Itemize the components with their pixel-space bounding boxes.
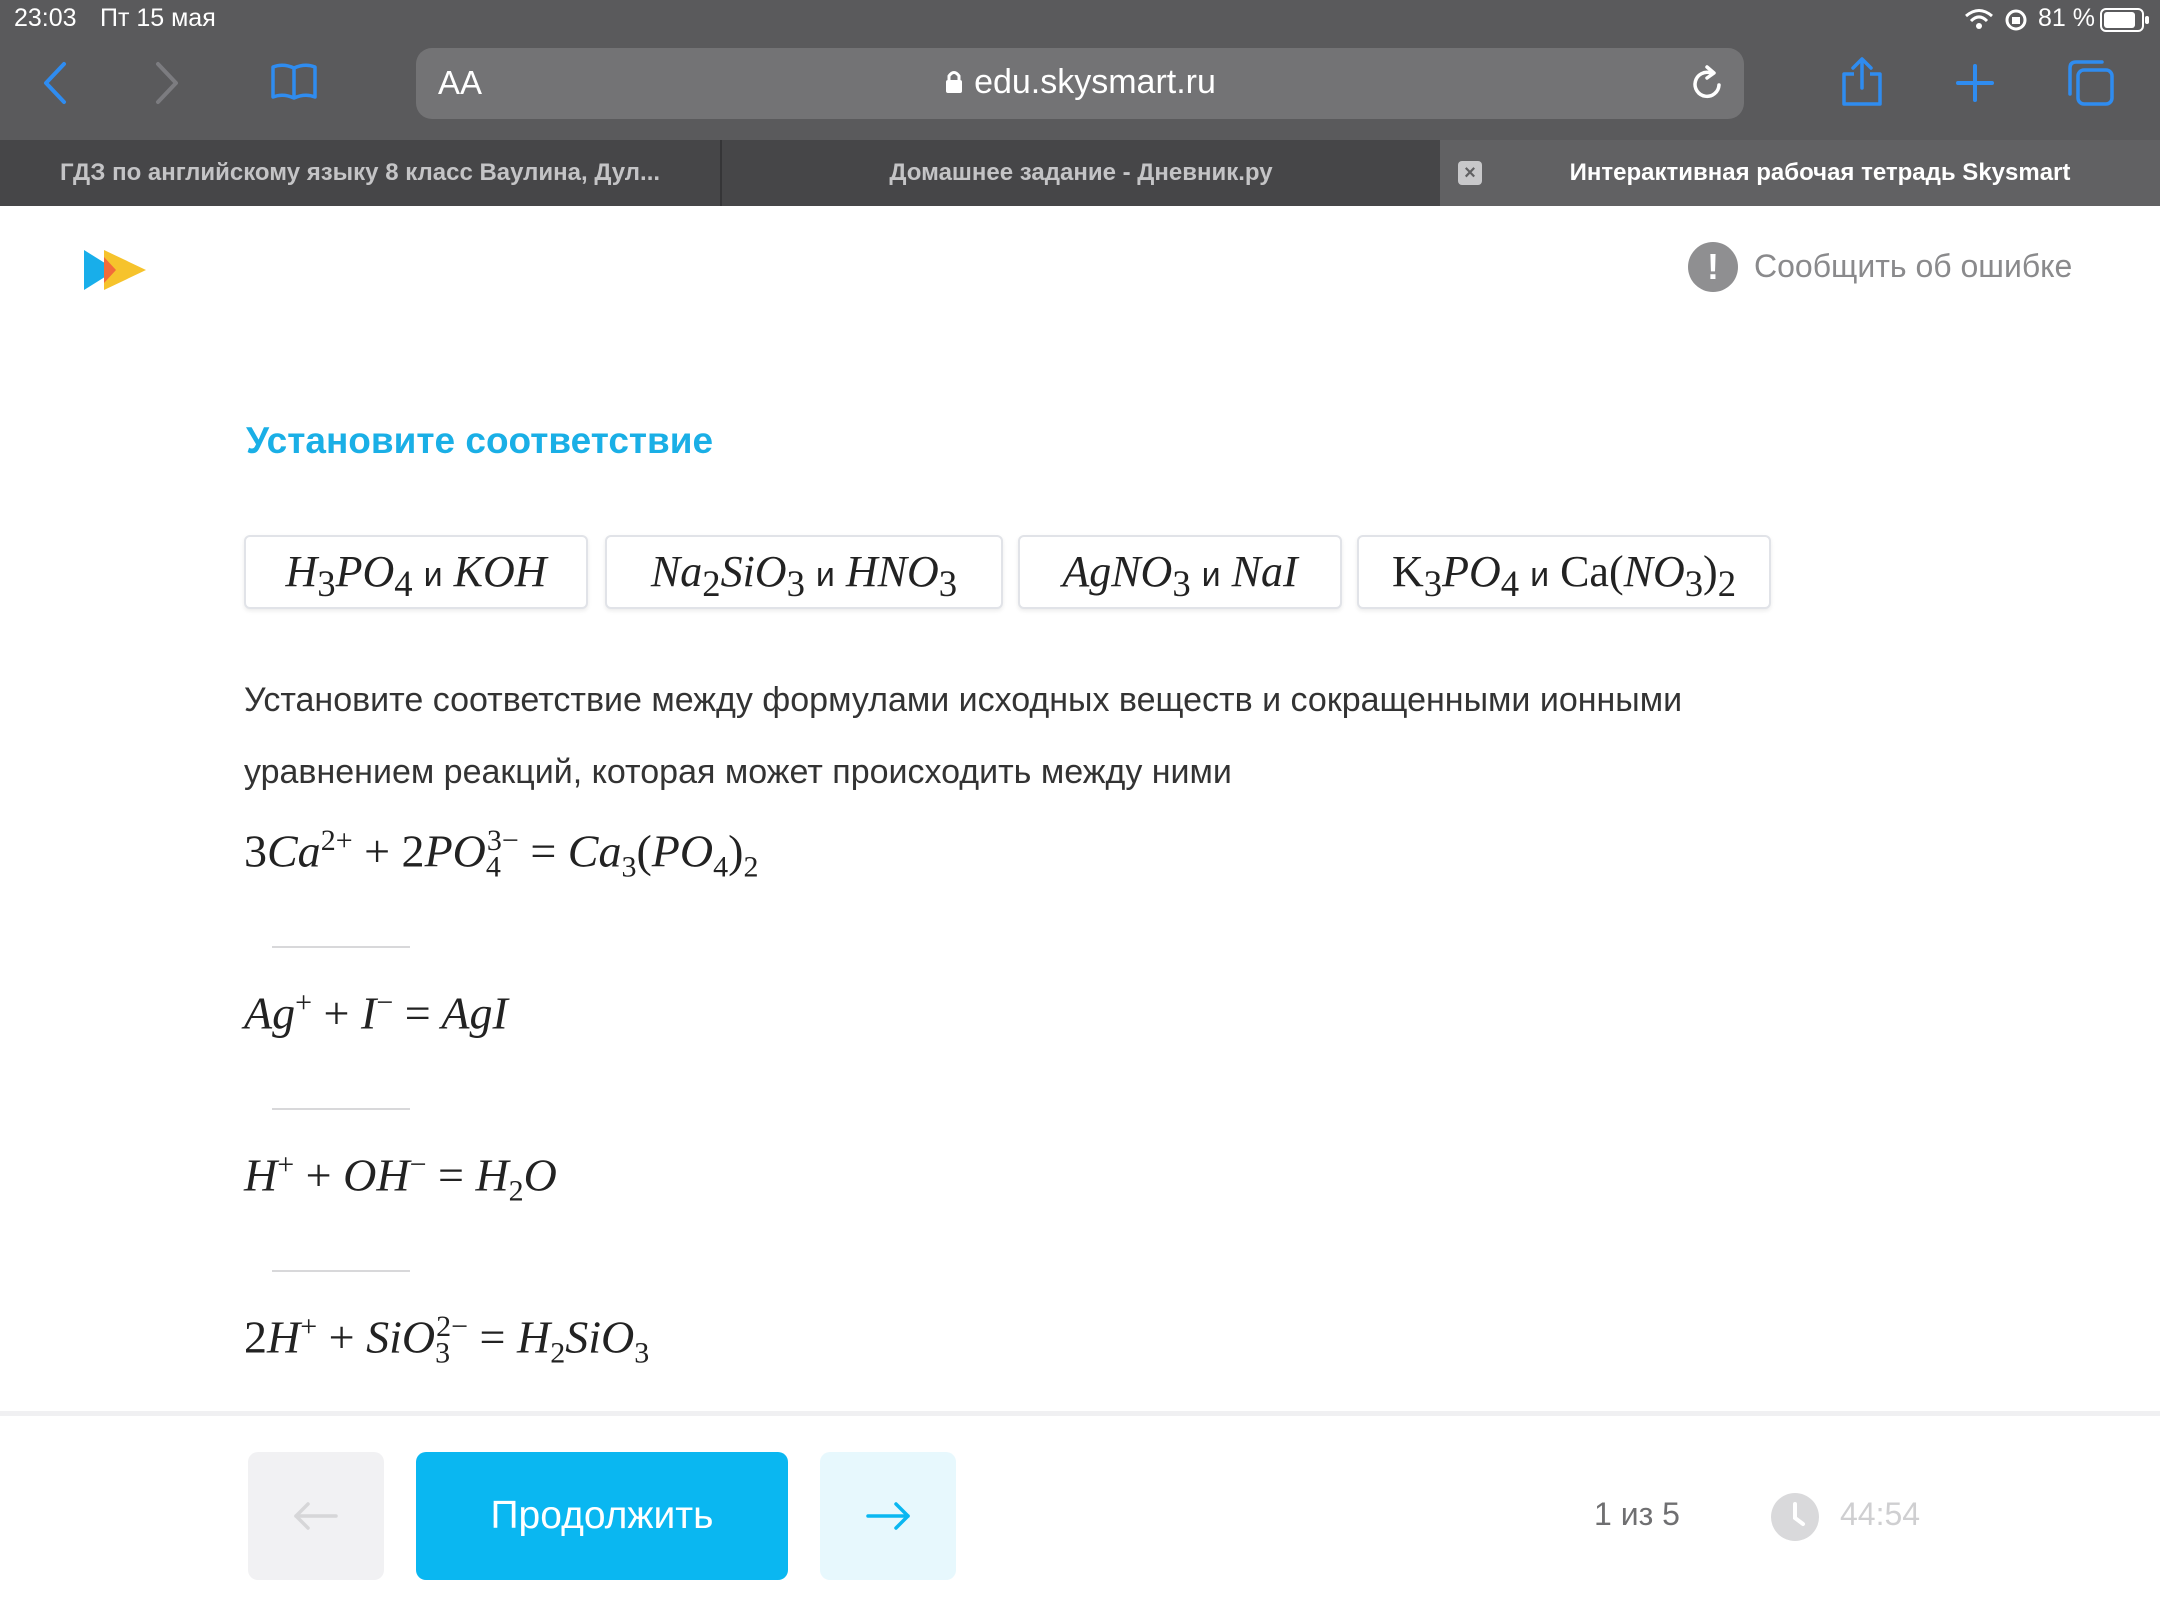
- arrow-right-icon: [864, 1500, 912, 1532]
- answer-chip-na2sio3-hno3[interactable]: $Na_2SiO_3$ и $HNO_3$: [605, 535, 1003, 609]
- battery-icon: [2100, 8, 2150, 32]
- timer: 44:54: [1840, 1496, 1921, 1532]
- task-progress: 1 из 5: [1594, 1496, 1680, 1532]
- url-text: edu.skysmart.ru: [974, 63, 1216, 101]
- tabs-overview-icon[interactable]: [2066, 58, 2116, 108]
- clock-icon: [1770, 1492, 1820, 1542]
- task-title: Установите соответствие: [246, 420, 714, 461]
- status-date: Пт 15 мая: [100, 4, 216, 32]
- reload-icon[interactable]: [1690, 64, 1726, 102]
- answer-drop-zone[interactable]: [272, 1270, 410, 1272]
- url-display[interactable]: [416, 63, 1744, 102]
- chip-conjunction: и: [1530, 556, 1550, 594]
- equation-silver-iodide: Ag+ + I− = AgI: [244, 986, 508, 1039]
- new-tab-icon[interactable]: [1956, 64, 1994, 102]
- previous-button[interactable]: [248, 1452, 384, 1580]
- back-icon[interactable]: [40, 60, 70, 106]
- chip-conjunction: и: [1201, 556, 1221, 594]
- status-time: 23:03: [14, 4, 77, 32]
- answer-drop-zone[interactable]: [272, 946, 410, 948]
- tab-gdz[interactable]: ГДЗ по английскому языку 8 класс Ваулина, Дул...: [59, 159, 661, 186]
- skysmart-logo[interactable]: [80, 246, 150, 294]
- equation-calcium-phosphate: $3Ca^{2+} + 2PO_4^{3-} = Ca_3(PO_4)_2$: [244, 824, 759, 884]
- tab-skysmart[interactable]: [1440, 140, 2160, 206]
- tab-skysmart-label: Интерактивная рабочая тетрадь Skysmart: [1569, 159, 2071, 186]
- close-tab-icon[interactable]: ×: [1458, 161, 1482, 185]
- continue-button[interactable]: Продолжить: [416, 1452, 788, 1580]
- tab-dnevnik[interactable]: Домашнее задание - Дневник.ру: [889, 159, 1273, 186]
- text-size-button[interactable]: AA: [438, 64, 483, 101]
- alert-icon: !: [1688, 242, 1738, 292]
- report-error-label: Сообщить об ошибке: [1754, 248, 2073, 284]
- answer-chip-k3po4-cano32[interactable]: $K_3PO_4$ и $Ca(NO_3)_2$: [1357, 535, 1771, 609]
- arrow-left-icon: [292, 1500, 340, 1532]
- address-bar[interactable]: [416, 48, 1744, 119]
- forward-icon[interactable]: [152, 60, 182, 106]
- next-button[interactable]: [820, 1452, 956, 1580]
- share-icon[interactable]: [1840, 56, 1884, 108]
- footer-separator: [0, 1411, 2160, 1416]
- browser-chrome: [0, 0, 2160, 140]
- task-instruction: Установите соответствие между формулами исходных веществ и сокращенными ионными уравнением реакций, которая может происходить между ними: [244, 681, 1683, 791]
- battery-percent: 81 %: [2038, 4, 2095, 32]
- answer-drop-zone[interactable]: [272, 1108, 410, 1110]
- tab-bar: [0, 140, 2160, 206]
- equation-silicic-acid: $2H^+ + SiO_3^{2-} = H_2SiO_3$: [244, 1310, 650, 1370]
- equation-water: $H^+ + OH^- = H_2O$: [244, 1148, 557, 1208]
- chip-conjunction: и: [423, 556, 443, 594]
- answer-chip-h3po4-koh[interactable]: $H_3PO_4$ и KOH: [244, 535, 588, 609]
- wifi-icon: [1964, 8, 1994, 30]
- chip-conjunction: и: [815, 556, 835, 594]
- bookmarks-icon[interactable]: [270, 62, 318, 102]
- answer-chip-agno3-nai[interactable]: AgNO$_3$ и NaI: [1018, 535, 1342, 609]
- lock-icon: [944, 69, 964, 95]
- orientation-lock-icon: [2004, 8, 2028, 32]
